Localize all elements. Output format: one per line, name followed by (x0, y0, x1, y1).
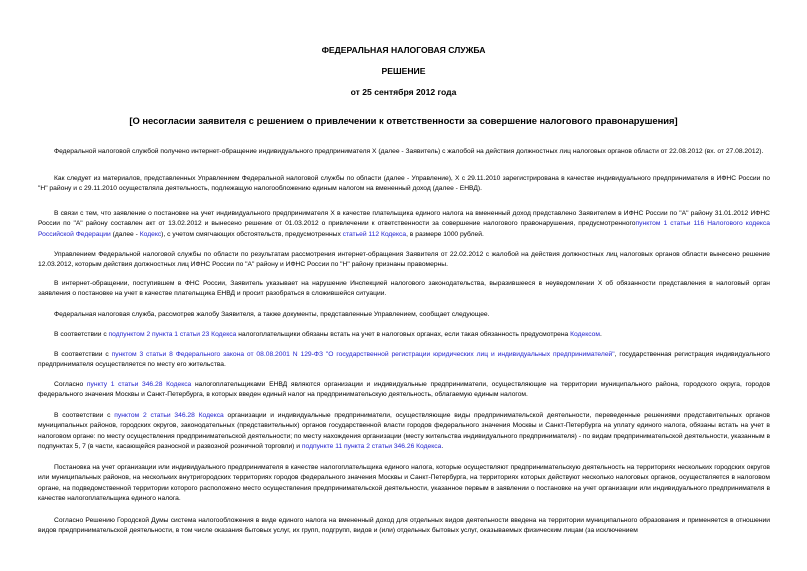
link-code-2[interactable]: Кодексом (570, 331, 600, 338)
paragraph-3-text-2: (далее - (110, 230, 140, 238)
paragraph-7-text-1: В соответствии с (54, 331, 109, 338)
paragraph-7 (38, 330, 770, 340)
paragraph-7-text-3: . (599, 331, 602, 338)
paragraph-10 (38, 411, 770, 453)
paragraph-8 (38, 350, 770, 371)
paragraph-3 (38, 209, 770, 240)
link-federal-law-129[interactable]: пунктом 3 статьи 8 Федерального закона от 08.08.2001 N 129-ФЗ "О государственной регистрации юридических лиц и индивидуальных предпринимателей" (111, 351, 615, 358)
link-article-346-28-p1[interactable]: пункту 1 статьи 346.28 Кодекса (86, 381, 192, 388)
paragraph-6: Федеральная налоговая служба, рассмотрев жалобу Заявителя, а также документы, представленные Управлением, сообщает следующее. (54, 311, 490, 318)
paragraph-8-text-2: , государственная регистрация индивидуального предпринимателя осуществляется по месту его жительства. (38, 351, 771, 369)
link-article-112[interactable]: статьей 112 Кодекса (342, 230, 407, 238)
link-article-346-26[interactable]: подпункте 11 пункта 2 статьи 346.26 Кодекса (301, 443, 442, 451)
link-code[interactable]: Кодекс (139, 230, 162, 238)
agency-heading: ФЕДЕРАЛЬНАЯ НАЛОГОВАЯ СЛУЖБА (321, 45, 486, 55)
paragraph-1: Федеральной налоговой службой получено интернет-обращение индивидуального предпринимателя Х (далее - Заявитель) с жалобой на действия должностных лиц налоговых органов области от 22.08.2012 (вх. от 27.08.2012). (54, 148, 764, 155)
document-title: [О несогласии заявителя с решением о привлечении к ответственности за совершение налогового правонарушения] (129, 115, 678, 126)
paragraph-9-text-1: Согласно (54, 381, 87, 388)
paragraph-12: Согласно Решению Городской Думы система налогообложения в виде единого налога на вмененный доход для отдельных видов деятельности введена на территории муниципального образования и применяется в отношении видов предпринимательской деятельности, в том числе оказания бытовых услуг, их групп, подгрупп, видов и (или) отдельных бытовых услуг, оказываемых физическим лицам (за исключением (38, 517, 770, 535)
document-type-heading: РЕШЕНИЕ (381, 66, 426, 76)
paragraph-4: Управлением Федеральной налоговой службы по области по результатам рассмотрения интернет-обращения Заявителя от 22.02.2012 с жалобой на действия должностных лиц налоговых органов области вынесено решение 12.03.2012, которым действия должностных лиц ИФНС России по "А" району и ИФНС России по "Н" району признаны правомерны. (38, 251, 770, 269)
paragraph-10-text-2: организации и индивидуальные предприниматели, осуществляющие виды предпринимательской деятельности, переведенные решениями представительных органов муниципальных районов, городских округов, законодательных (представительных) органов государственной власти городов федерального значения Москвы и Санкт-Петербурга на уплату единого налога, обязаны встать на учет в налоговом органе: по месту осуществления предпринимательской деятельности; по месту нахождения организации (месту жительства индивидуального предпринимателя) - по видам предпринимательской деятельности, указанным в подпунктах 5, 7 (в части, касающейся разносной и развозной розничной торговли) и (38, 412, 770, 451)
link-article-23[interactable]: подпунктом 2 пункта 1 статьи 23 Кодекса (108, 331, 237, 338)
paragraph-9-text-2: налогоплательщиками ЕНВД являются организации и индивидуальные предприниматели, осуществляющие на территории муниципального района, городского округа, городов федерального значения Москвы и Санкт-Петербурга, в которых введен единый налог на предпринимательскую деятельность, облагаемую единым налогом. (38, 381, 771, 399)
paragraph-7-text-2: налогоплательщики обязаны встать на учет в налоговых органах, если такая обязанность предусмотрена (236, 331, 571, 338)
document-date: от 25 сентября 2012 года (350, 87, 457, 97)
paragraph-10-text-1: В соответствии с (54, 412, 115, 419)
paragraph-10-text-3: . (441, 443, 444, 451)
paragraph-8-text-1: В соответствии с (54, 351, 112, 358)
paragraph-5: В интернет-обращении, поступившем в ФНС России, Заявитель указывает на нарушение Инспекцией налогового законодательства, выразившееся в неуведомлении Х об обязанности представления в налоговый орган заявления о постановке на учет в качестве плательщика ЕНВД и просит разобраться в сложившейся ситуации. (38, 280, 770, 298)
paragraph-11: Постановка на учет организации или индивидуального предпринимателя в качестве налогоплательщика единого налога, которые осуществляют предпринимательскую деятельность на территориях нескольких городских округов или муниципальных районов, на нескольких внутригородских территориях городов федерального значения Москвы и Санкт-Петербурга, на территориях которых действуют несколько налоговых органов, осуществляется в налоговом органе, на подведомственной территории которого расположено место осуществления предпринимательской деятельности, указанное первым в заявлении о постановке на учет организации или индивидуального предпринимателя в качестве налогоплательщика единого налога. (38, 464, 770, 503)
link-article-346-28-p2[interactable]: пунктом 2 статьи 346.28 Кодекса (114, 412, 224, 419)
link-article-116[interactable]: пунктом 1 статьи 116 Налогового кодекса Российской Федерации (38, 220, 770, 238)
paragraph-2: Как следует из материалов, представленных Управлением Федеральной налоговой службы по области (далее - Управление), Х с 29.11.2010 зарегистрирована в качестве индивидуального предпринимателя в ИФНС России по "Н" району и с 29.11.2010 осуществляла деятельность, подлежащую налогообложению единым налогом на вмененный доход (далее - ЕНВД). (38, 175, 770, 193)
paragraph-3-text-3: ), с учетом смягчающих обстоятельств, предусмотренных (161, 230, 343, 238)
paragraph-3-text-1: В связи с тем, что заявление о постановке на учет индивидуального предпринимателя Х в качестве плательщика единого налога на вмененный доход представлено Заявителем в ИФНС России по "А" району 31.01.2012 ИФНС России по "А" району составлен акт от 13.02.2012 и вынесено решение от 01.03.2012 о привлечении к ответственности за совершение налогового правонарушения, предусмотренного (38, 210, 770, 228)
paragraph-9 (38, 380, 770, 401)
paragraph-3-text-4: , в размере 1000 рублей. (406, 230, 484, 238)
